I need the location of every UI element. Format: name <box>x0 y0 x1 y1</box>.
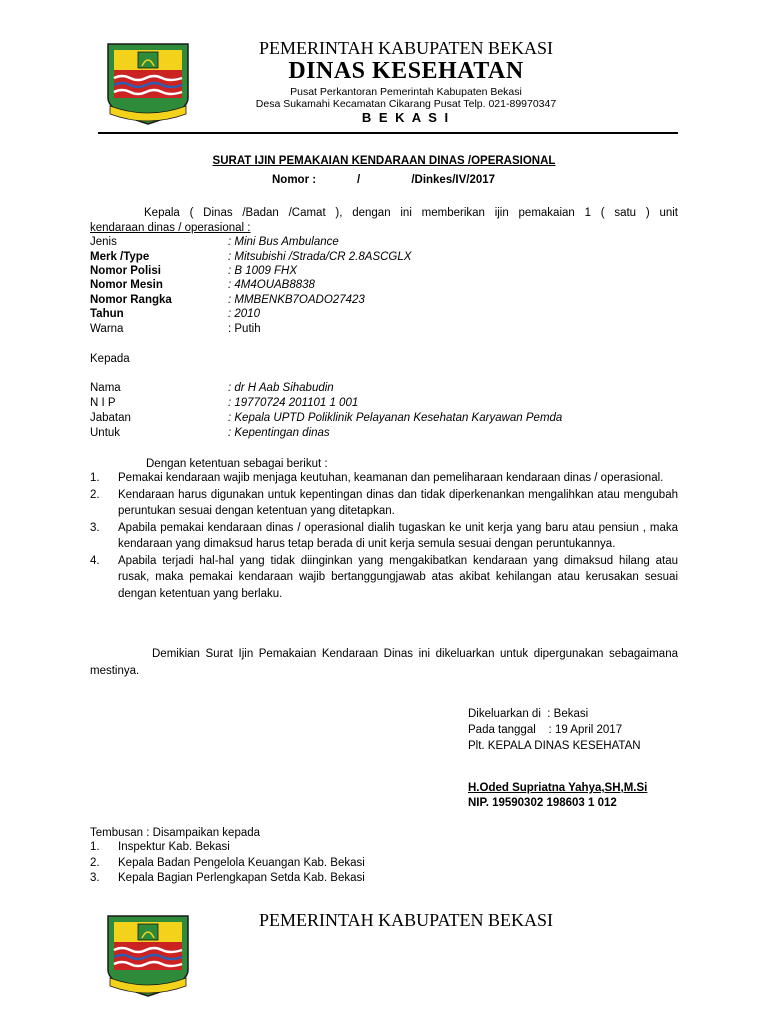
vehicle-label: Jenis <box>90 236 117 248</box>
signer-name: H.Oded Supriatna Yahya,SH,M.Si <box>468 782 648 794</box>
condition-item <box>90 470 678 487</box>
header-line2: DINAS KESEHATAN <box>288 58 524 84</box>
vehicle-value: : B 1009 FHX <box>228 265 298 277</box>
vehicle-value: : 2010 <box>228 308 260 320</box>
tembusan-text: Kepala Badan Pengelola Keuangan Kab. Bekasi <box>118 856 365 869</box>
vehicle-value: : Putih <box>228 323 261 335</box>
signer-nip: NIP. 19590302 198603 1 012 <box>468 797 617 809</box>
tembusan-item <box>90 840 490 856</box>
vehicle-label: Warna <box>90 323 124 335</box>
vehicle-label: Nomor Polisi <box>90 265 161 277</box>
header-address2: Desa Sukamahi Kecamatan Cikarang Pusat Telp. 021-89970347 <box>255 98 557 110</box>
vehicle-value: : 4M4OUAB8838 <box>228 279 315 291</box>
vehicle-value: : Mitsubishi /Strada/CR 2.8ASCGLX <box>228 251 412 263</box>
recipient-label: Nama <box>90 382 121 394</box>
vehicle-value: : Mini Bus Ambulance <box>228 236 339 248</box>
recipient-label: Untuk <box>90 427 121 439</box>
recipient-value: : Kepala UPTD Poliklinik Pelayanan Kesehatan Karyawan Pemda <box>228 412 563 424</box>
vehicle-value: : MMBENKB7OADO27423 <box>228 294 365 306</box>
bekasi-logo-footer <box>100 912 196 1002</box>
condition-number: 3. <box>90 521 100 534</box>
vehicle-label: Tahun <box>90 308 124 320</box>
condition-number: 2. <box>90 488 100 501</box>
recipient-value: : Kepentingan dinas <box>228 427 330 439</box>
tembusan-item <box>90 856 490 872</box>
tembusan-text: Inspektur Kab. Bekasi <box>118 841 230 853</box>
condition-item <box>90 487 678 520</box>
nomor-label: Nomor : <box>272 174 317 186</box>
recipient-label: Jabatan <box>90 412 131 424</box>
recipient-value: : dr H Aab Sihabudin <box>228 382 334 394</box>
header-city: B E K A S I <box>361 110 451 125</box>
condition-text: Kendaraan harus digunakan untuk kepentingan dinas dan tidak diperkenankan mengalihkan atau mengubah peruntukan sesuai dengan ketentuan yang ditetapkan. <box>118 488 678 517</box>
intro-line1: Kepala ( Dinas /Badan /Camat ), dengan ini memberikan ijin pemakaian 1 ( satu ) unit <box>144 207 678 219</box>
issued-at: Dikeluarkan di : Bekasi <box>468 708 589 720</box>
tembusan-item <box>90 871 490 887</box>
tembusan-number: 2. <box>90 856 100 869</box>
condition-text: Pemakai kendaraan wajib menjaga keutuhan, keamanan dan pemeliharaan kendaraan dinas / operasional. <box>118 472 664 484</box>
tembusan-text: Kepala Bagian Perlengkapan Setda Kab. Bekasi <box>118 872 365 884</box>
condition-item <box>90 553 678 603</box>
vehicle-label: Merk /Type <box>90 251 150 263</box>
condition-number: 4. <box>90 554 100 567</box>
condition-number: 1. <box>90 472 100 484</box>
signer-position: Plt. KEPALA DINAS KESEHATAN <box>468 740 641 752</box>
tembusan-number: 3. <box>90 872 100 884</box>
nomor-value: / /Dinkes/IV/2017 <box>357 174 496 186</box>
vehicle-label: Nomor Mesin <box>90 279 163 291</box>
closing-paragraph: Demikian Surat Ijin Pemakaian Kendaraan Dinas ini dikeluarkan untuk dipergunakan sebagaimana mestinya. <box>90 648 678 677</box>
conditions-list <box>90 470 678 602</box>
issued-date: Pada tanggal : 19 April 2017 <box>468 724 623 736</box>
bekasi-logo <box>100 40 196 130</box>
condition-item <box>90 520 678 553</box>
intro-line2: kendaraan dinas / operasional : <box>90 222 251 234</box>
tembusan-number: 1. <box>90 841 100 853</box>
kepada-label: Kepada <box>90 353 130 365</box>
condition-text: Apabila terjadi hal-hal yang tidak diinginkan yang mengakibatkan kendaraan yang dimaksud hilang atau rusak, maka pemakai kendaraan wajib bertanggungjawab atas akibat kehilangan atau kerusakan sesuai dengan ketentuan yang berlaku. <box>118 554 678 600</box>
conditions-intro: Dengan ketentuan sebagai berikut : <box>146 458 328 470</box>
condition-text: Apabila pemakai kendaraan dinas / operasional dialih tugaskan ke unit kerja yang baru atau pensiun , maka kendaraan yang dimaksud harus tetap berada di unit kerja semula sesuai dengan peruntukannya. <box>118 521 678 550</box>
tembusan-title: Tembusan : Disampaikan kepada <box>90 827 261 839</box>
header-address1: Pusat Perkantoran Pemerintah Kabupaten Bekasi <box>290 86 522 98</box>
recipient-label: N I P <box>90 397 116 409</box>
recipient-value: : 19770724 201101 1 001 <box>228 397 359 409</box>
letter-title: SURAT IJIN PEMAKAIAN KENDARAAN DINAS /OPERASIONAL <box>212 155 556 167</box>
tembusan-list <box>90 840 490 887</box>
header-divider <box>98 132 678 134</box>
footer-header-line1: PEMERINTAH KABUPATEN BEKASI <box>259 910 553 930</box>
header-line1: PEMERINTAH KABUPATEN BEKASI <box>259 38 553 58</box>
vehicle-label: Nomor Rangka <box>90 294 172 306</box>
